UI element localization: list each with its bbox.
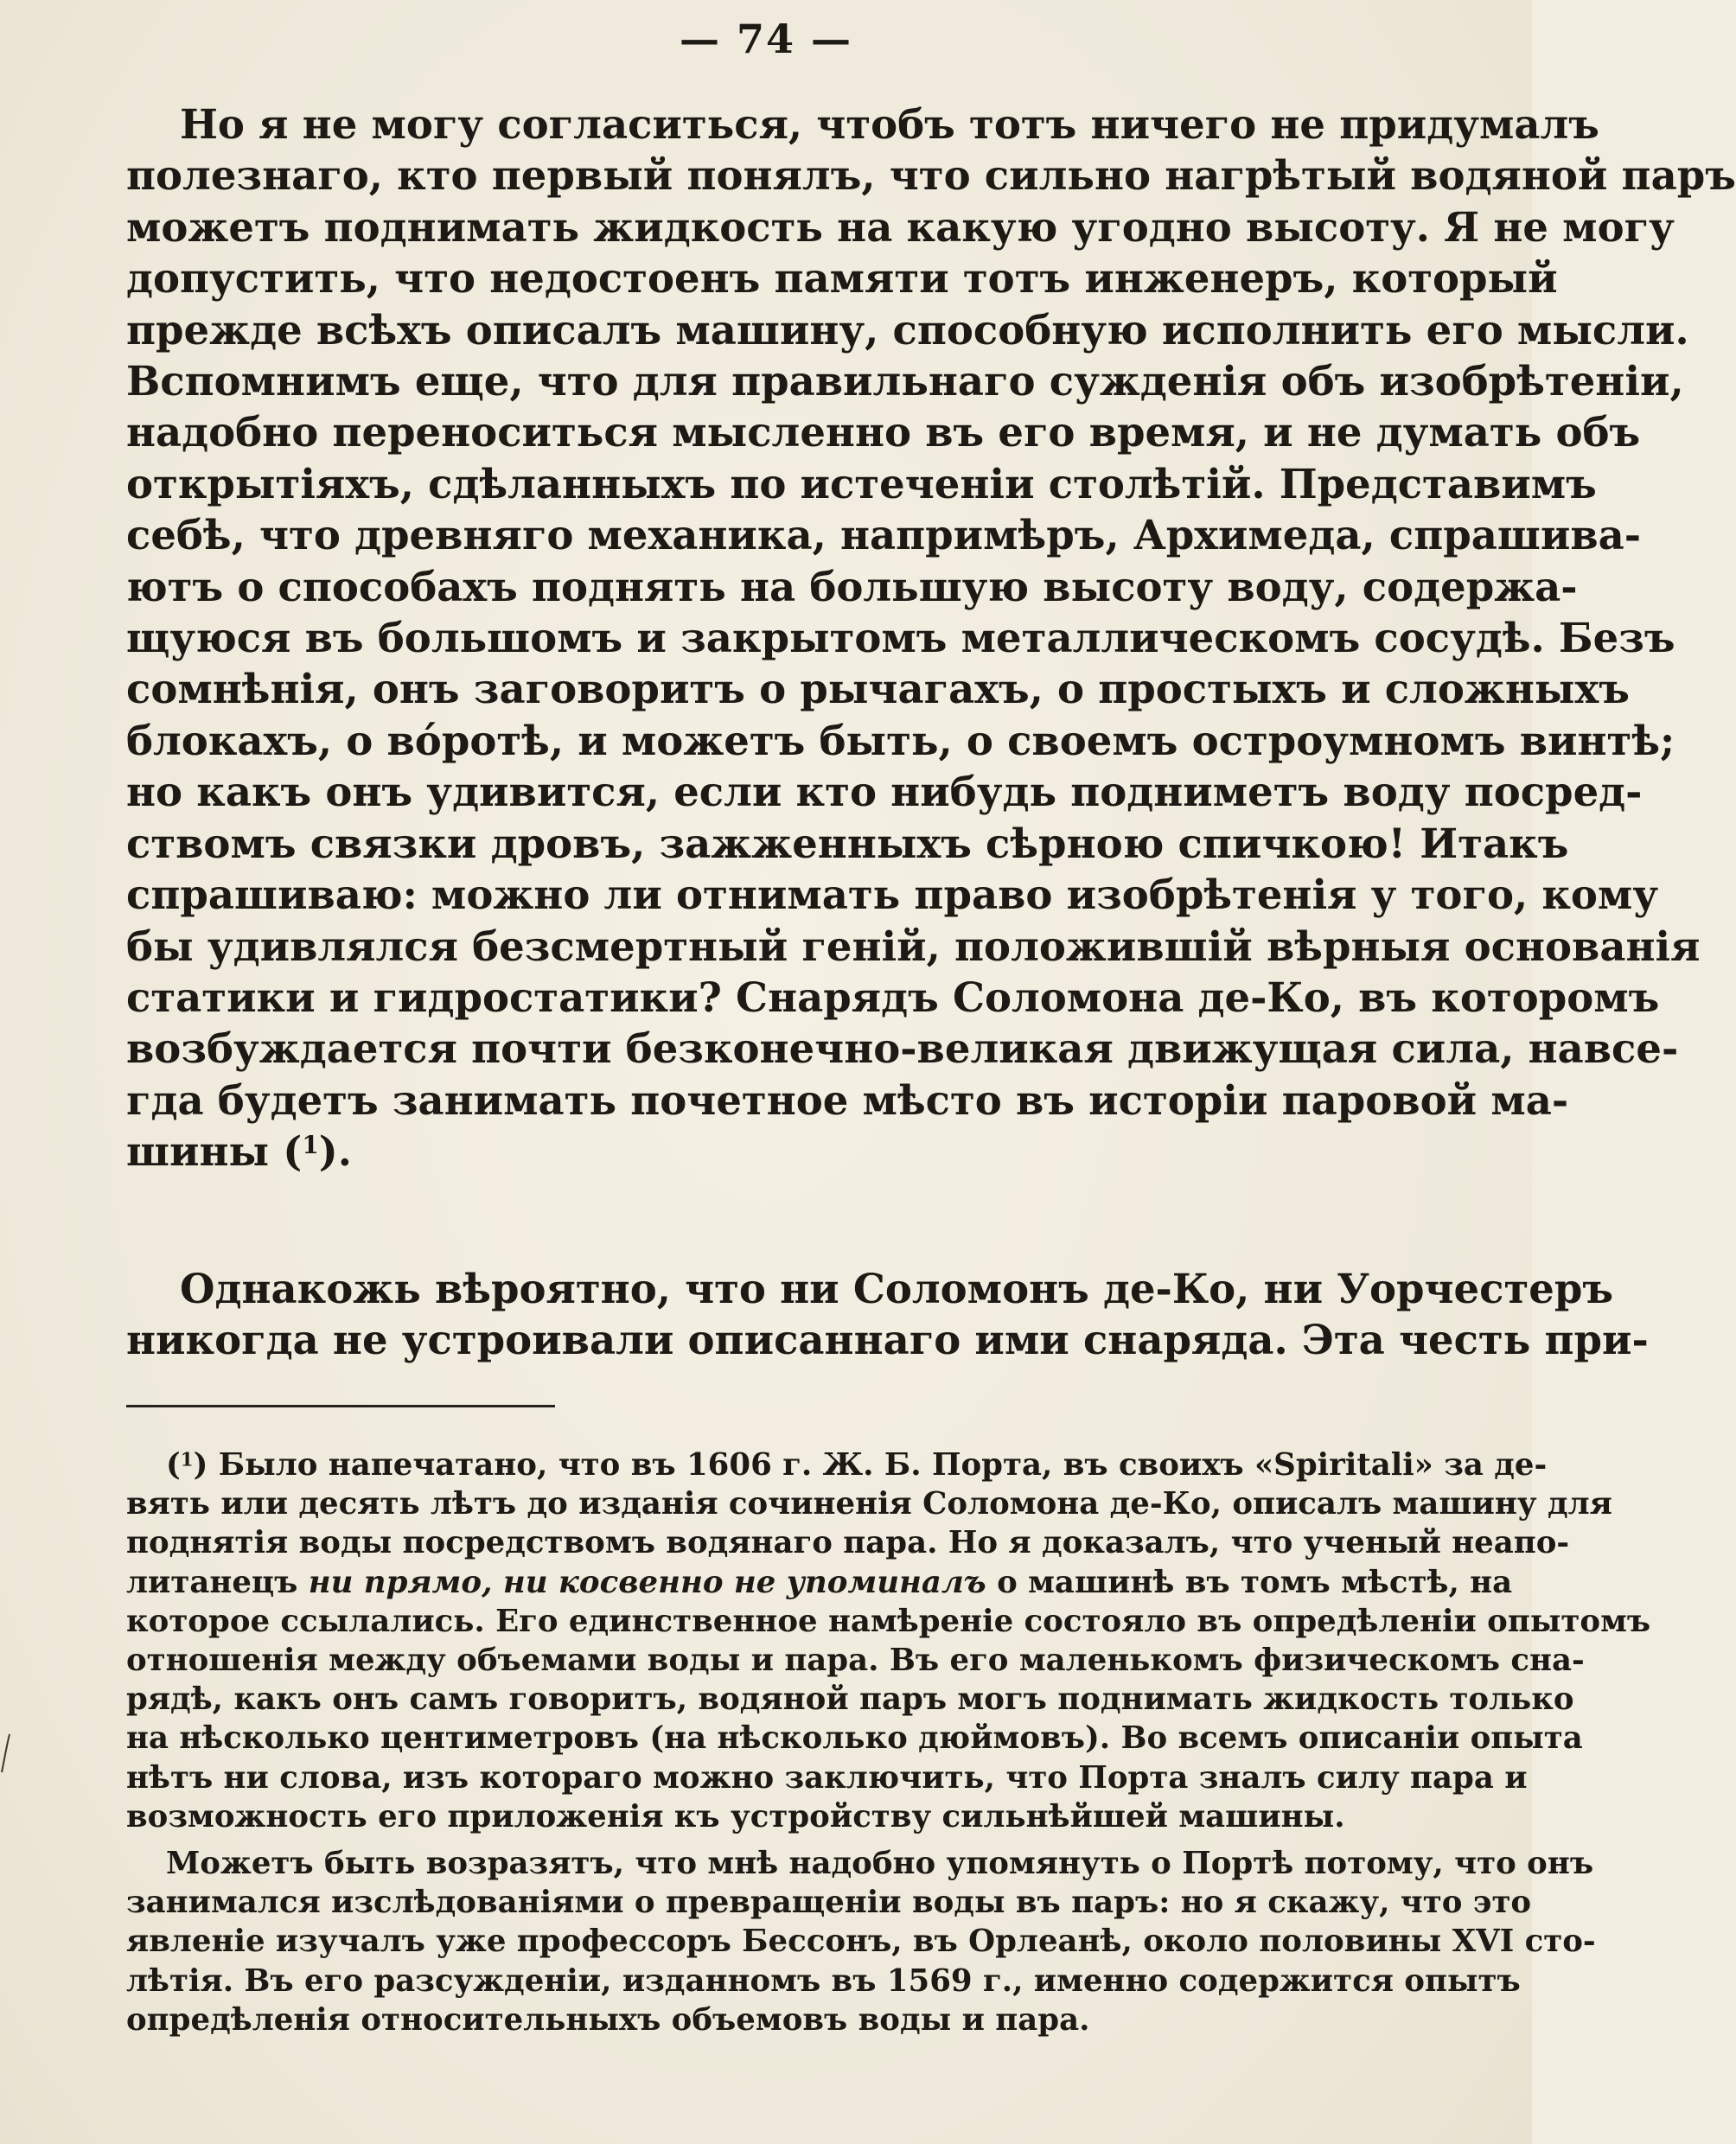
text-line: себѣ, что древняго механика, напримѣръ, Архимеда, спрашива- — [126, 511, 1642, 559]
text-line: полезнаго, кто первый понялъ, что сильно нагрѣтый водяной паръ — [126, 151, 1736, 200]
text-fragment: ( — [166, 1447, 181, 1483]
text-line: ютъ о способахъ поднять на большую высоту воду, содержа- — [126, 562, 1578, 610]
footnote-line — [126, 1445, 1548, 1484]
footnote-line: отношенія между объемами воды и пара. Въ его маленькомъ физическомъ сна- — [126, 1643, 1585, 1679]
text-fragment: ). — [318, 1127, 352, 1176]
text-line: открытіяхъ, сдѣланныхъ по истеченіи столѣтій. Представимъ — [126, 459, 1597, 507]
footnote-line: на нѣсколько центиметровъ (на нѣсколько дюймовъ). Во всемъ описаніи опыта — [126, 1720, 1583, 1757]
page-number: — 74 — — [679, 16, 853, 62]
footnote-line-last: возможность его приложенія къ устройству сильнѣйшей машины. — [126, 1798, 1345, 1835]
text-line: щуюся въ большомъ и закрытомъ металлическомъ сосудѣ. Безъ — [126, 614, 1675, 662]
text-line: сомнѣнія, онъ заговоритъ о рычагахъ, о простыхъ и сложныхъ — [126, 665, 1630, 713]
text-line: возбуждается почти безконечно-великая движущая сила, навсе- — [126, 1024, 1679, 1073]
text-line: можетъ поднимать жидкость на какую угодно высоту. Я не могу — [126, 202, 1675, 251]
text-line: Но я не могу согласиться, чтобъ тотъ ничего не придумалъ — [180, 100, 1599, 148]
footnote-1-continuation — [126, 1844, 1596, 2039]
text-line: гда будетъ занимать почетное мѣсто въ исторіи паровой ма- — [126, 1075, 1569, 1124]
footnote-line: нѣтъ ни слова, изъ котораго можно заключить, что Порта зналъ силу пара и — [126, 1759, 1528, 1796]
text-fragment: о машинѣ въ томъ мѣстѣ, на — [997, 1564, 1513, 1600]
text-fragment: литанецъ — [126, 1564, 298, 1600]
footnote-line: поднятія воды посредствомъ водянаго пара. Но я доказалъ, что ученый неапо- — [126, 1525, 1570, 1561]
footnote-line: вять или десять лѣтъ до изданія сочиненія Соломона де-Ко, описалъ машину для — [126, 1486, 1612, 1522]
footnote-line: рядѣ, какъ онъ самъ говоритъ, водяной паръ могъ поднимать жидкость только — [126, 1681, 1574, 1718]
footnote-line — [126, 1563, 1513, 1602]
margin-pencil-mark — [0, 1732, 12, 1774]
footnote-line: лѣтія. Въ его разсужденіи, изданномъ въ 1569 г., именно содержится опытъ — [126, 1962, 1521, 1999]
footnote-1 — [126, 1445, 1651, 1836]
text-line: никогда не устроивали описаннаго ими снаряда. Эта честь при- — [126, 1316, 1649, 1364]
text-line: ствомъ связки дровъ, зажженныхъ сѣрною спичкою! Итакъ — [126, 819, 1569, 867]
footnote-line: занимался изслѣдованіями о превращеніи воды въ паръ: но я скажу, что это — [126, 1885, 1532, 1921]
text-line: Вспомнимъ еще, что для правильнаго сужденія объ изобрѣтеніи, — [126, 357, 1684, 405]
footnote-line: явленіе изучалъ уже профессоръ Бессонъ, въ Орлеанѣ, около половины XVI сто- — [126, 1924, 1596, 1960]
text-line: прежде всѣхъ описалъ машину, способную исполнить его мысли. — [126, 305, 1689, 354]
paragraph-1 — [126, 99, 1736, 1177]
footnote-line: которое ссылались. Его единственное намѣреніе состояло въ опредѣленіи опытомъ — [126, 1603, 1651, 1639]
text-line: но какъ онъ удивится, если кто нибудь подниметъ воду посред- — [126, 768, 1643, 816]
italic-fragment: ни прямо, — [308, 1564, 493, 1600]
text-line: статики и гидростатики? Снарядъ Соломона де-Ко, въ которомъ — [126, 973, 1660, 1021]
italic-fragment: ни косвенно не упоминалъ — [502, 1564, 986, 1600]
text-fragment: шины ( — [126, 1127, 303, 1176]
footnote-marker: 1 — [180, 1449, 194, 1471]
paragraph-2 — [126, 1263, 1649, 1366]
footnote-ref: 1 — [302, 1131, 319, 1160]
footnote-line-last: опредѣленія относительныхъ объемовъ воды и пара. — [126, 2001, 1090, 2038]
text-line: надобно переноситься мысленно въ его время, и не думать объ — [126, 408, 1641, 456]
text-line: бы удивлялся безсмертный геній, положившій вѣрныя основанія — [126, 922, 1701, 970]
text-line: Однакожь вѣроятно, что ни Соломонъ де-Ко, ни Уорчестеръ — [180, 1265, 1614, 1312]
text-line: спрашиваю: можно ли отнимать право изобрѣтенія у того, кому — [126, 871, 1659, 919]
text-fragment: ) Было напечатано, что въ 1606 г. Ж. Б. Порта, въ своихъ «Spiritali» за де- — [193, 1447, 1548, 1483]
text-line: допустить, что недостоенъ памяти тотъ инженеръ, который — [126, 254, 1558, 303]
footnote-separator — [126, 1405, 555, 1407]
footnote-line: Можетъ быть возразятъ, что мнѣ надобно упомянуть о Портѣ потому, что онъ — [166, 1846, 1594, 1881]
text-line-last — [126, 1126, 1458, 1177]
text-line: блокахъ, о вóротѣ, и можетъ быть, о своемъ остроумномъ винтѣ; — [126, 716, 1675, 764]
